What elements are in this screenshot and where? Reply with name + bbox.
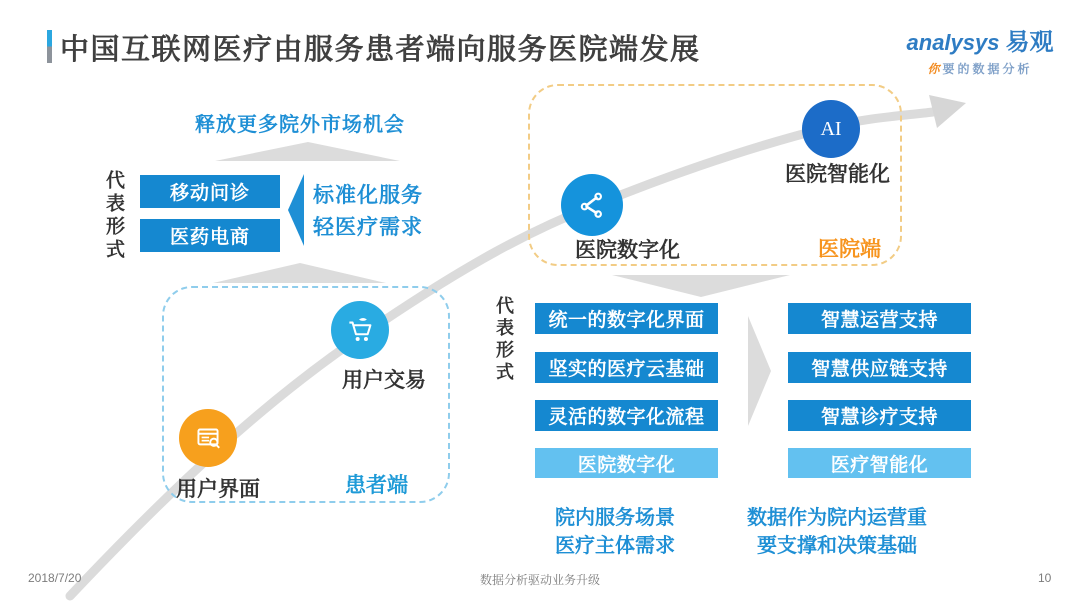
smart-note-line-2: 要支撑和决策基础 bbox=[757, 535, 917, 557]
user-trade-node bbox=[331, 301, 389, 359]
digital-note-line-1: 院内服务场景 bbox=[555, 507, 675, 529]
digital-box-cloud-foundation: 坚实的医疗云基础 bbox=[535, 352, 718, 383]
right-arrow-icon bbox=[748, 316, 771, 426]
browser-search-icon bbox=[191, 421, 225, 455]
smart-box-operations-support: 智慧运营支持 bbox=[788, 303, 971, 334]
brand-logo-row bbox=[895, 22, 1065, 57]
brand-tagline-rest: 要的数据分析 bbox=[942, 62, 1033, 76]
patient-side-tag: 患者端 bbox=[345, 474, 408, 497]
demand-text bbox=[313, 180, 423, 244]
demand-line-1: 标准化服务 bbox=[313, 184, 423, 207]
page-title: 中国互联网医疗由服务患者端向服务医院端发展 bbox=[60, 34, 701, 66]
footer-page-number: 10 bbox=[1038, 571, 1052, 585]
digital-summary-box: 医院数字化 bbox=[535, 448, 718, 478]
user-trade-label: 用户交易 bbox=[342, 369, 426, 392]
left-arrow-icon-blue bbox=[288, 174, 304, 246]
digital-note-line-2: 医疗主体需求 bbox=[555, 535, 675, 557]
smart-note-line-1: 数据作为院内运营重 bbox=[747, 507, 927, 529]
hospital-digital-label: 医院数字化 bbox=[575, 239, 680, 262]
footer-center-text: 数据分析驱动业务升级 bbox=[479, 573, 600, 587]
brand-tagline-first-char: 你 bbox=[927, 62, 943, 76]
brand-name-en: analysys bbox=[906, 30, 1000, 55]
digital-note bbox=[505, 504, 725, 560]
brand-tagline bbox=[895, 60, 1065, 77]
hospital-side-tag: 医院端 bbox=[818, 238, 881, 261]
market-opportunity-text: 释放更多院外市场机会 bbox=[195, 114, 405, 136]
down-arrow-icon bbox=[612, 275, 790, 297]
title-accent-bar bbox=[47, 30, 52, 63]
cart-icon bbox=[343, 313, 377, 347]
digital-box-unified-interface: 统一的数字化界面 bbox=[535, 303, 718, 334]
brand-name-cn: 易观 bbox=[1005, 29, 1054, 56]
representative-forms-label-left: 代表形式 bbox=[103, 170, 124, 262]
user-interface-label: 用户界面 bbox=[176, 478, 260, 501]
patient-form-box-pharma-ecommerce: 医药电商 bbox=[140, 219, 280, 252]
smart-note bbox=[727, 504, 947, 560]
smart-summary-box: 医疗智能化 bbox=[788, 448, 971, 478]
smart-box-diagnosis-support: 智慧诊疗支持 bbox=[788, 400, 971, 431]
digital-box-flexible-process: 灵活的数字化流程 bbox=[535, 400, 718, 431]
hospital-smart-label: 医院智能化 bbox=[785, 163, 890, 186]
demand-line-2: 轻医疗需求 bbox=[313, 216, 423, 239]
user-interface-node bbox=[179, 409, 237, 467]
up-arrow-icon-middle bbox=[213, 263, 386, 283]
patient-form-box-mobile-consult: 移动问诊 bbox=[140, 175, 280, 208]
growth-curve-arrowhead-icon bbox=[929, 95, 966, 128]
smart-box-supply-chain-support: 智慧供应链支持 bbox=[788, 352, 971, 383]
up-arrow-icon-top bbox=[215, 142, 400, 161]
representative-forms-label-right: 代表形式 bbox=[494, 296, 514, 384]
share-network-icon bbox=[575, 188, 609, 222]
brand-logo bbox=[895, 22, 1065, 77]
footer-date: 2018/7/20 bbox=[28, 571, 82, 585]
hospital-digital-node bbox=[561, 174, 623, 236]
hospital-ai-node: AI bbox=[802, 100, 860, 158]
